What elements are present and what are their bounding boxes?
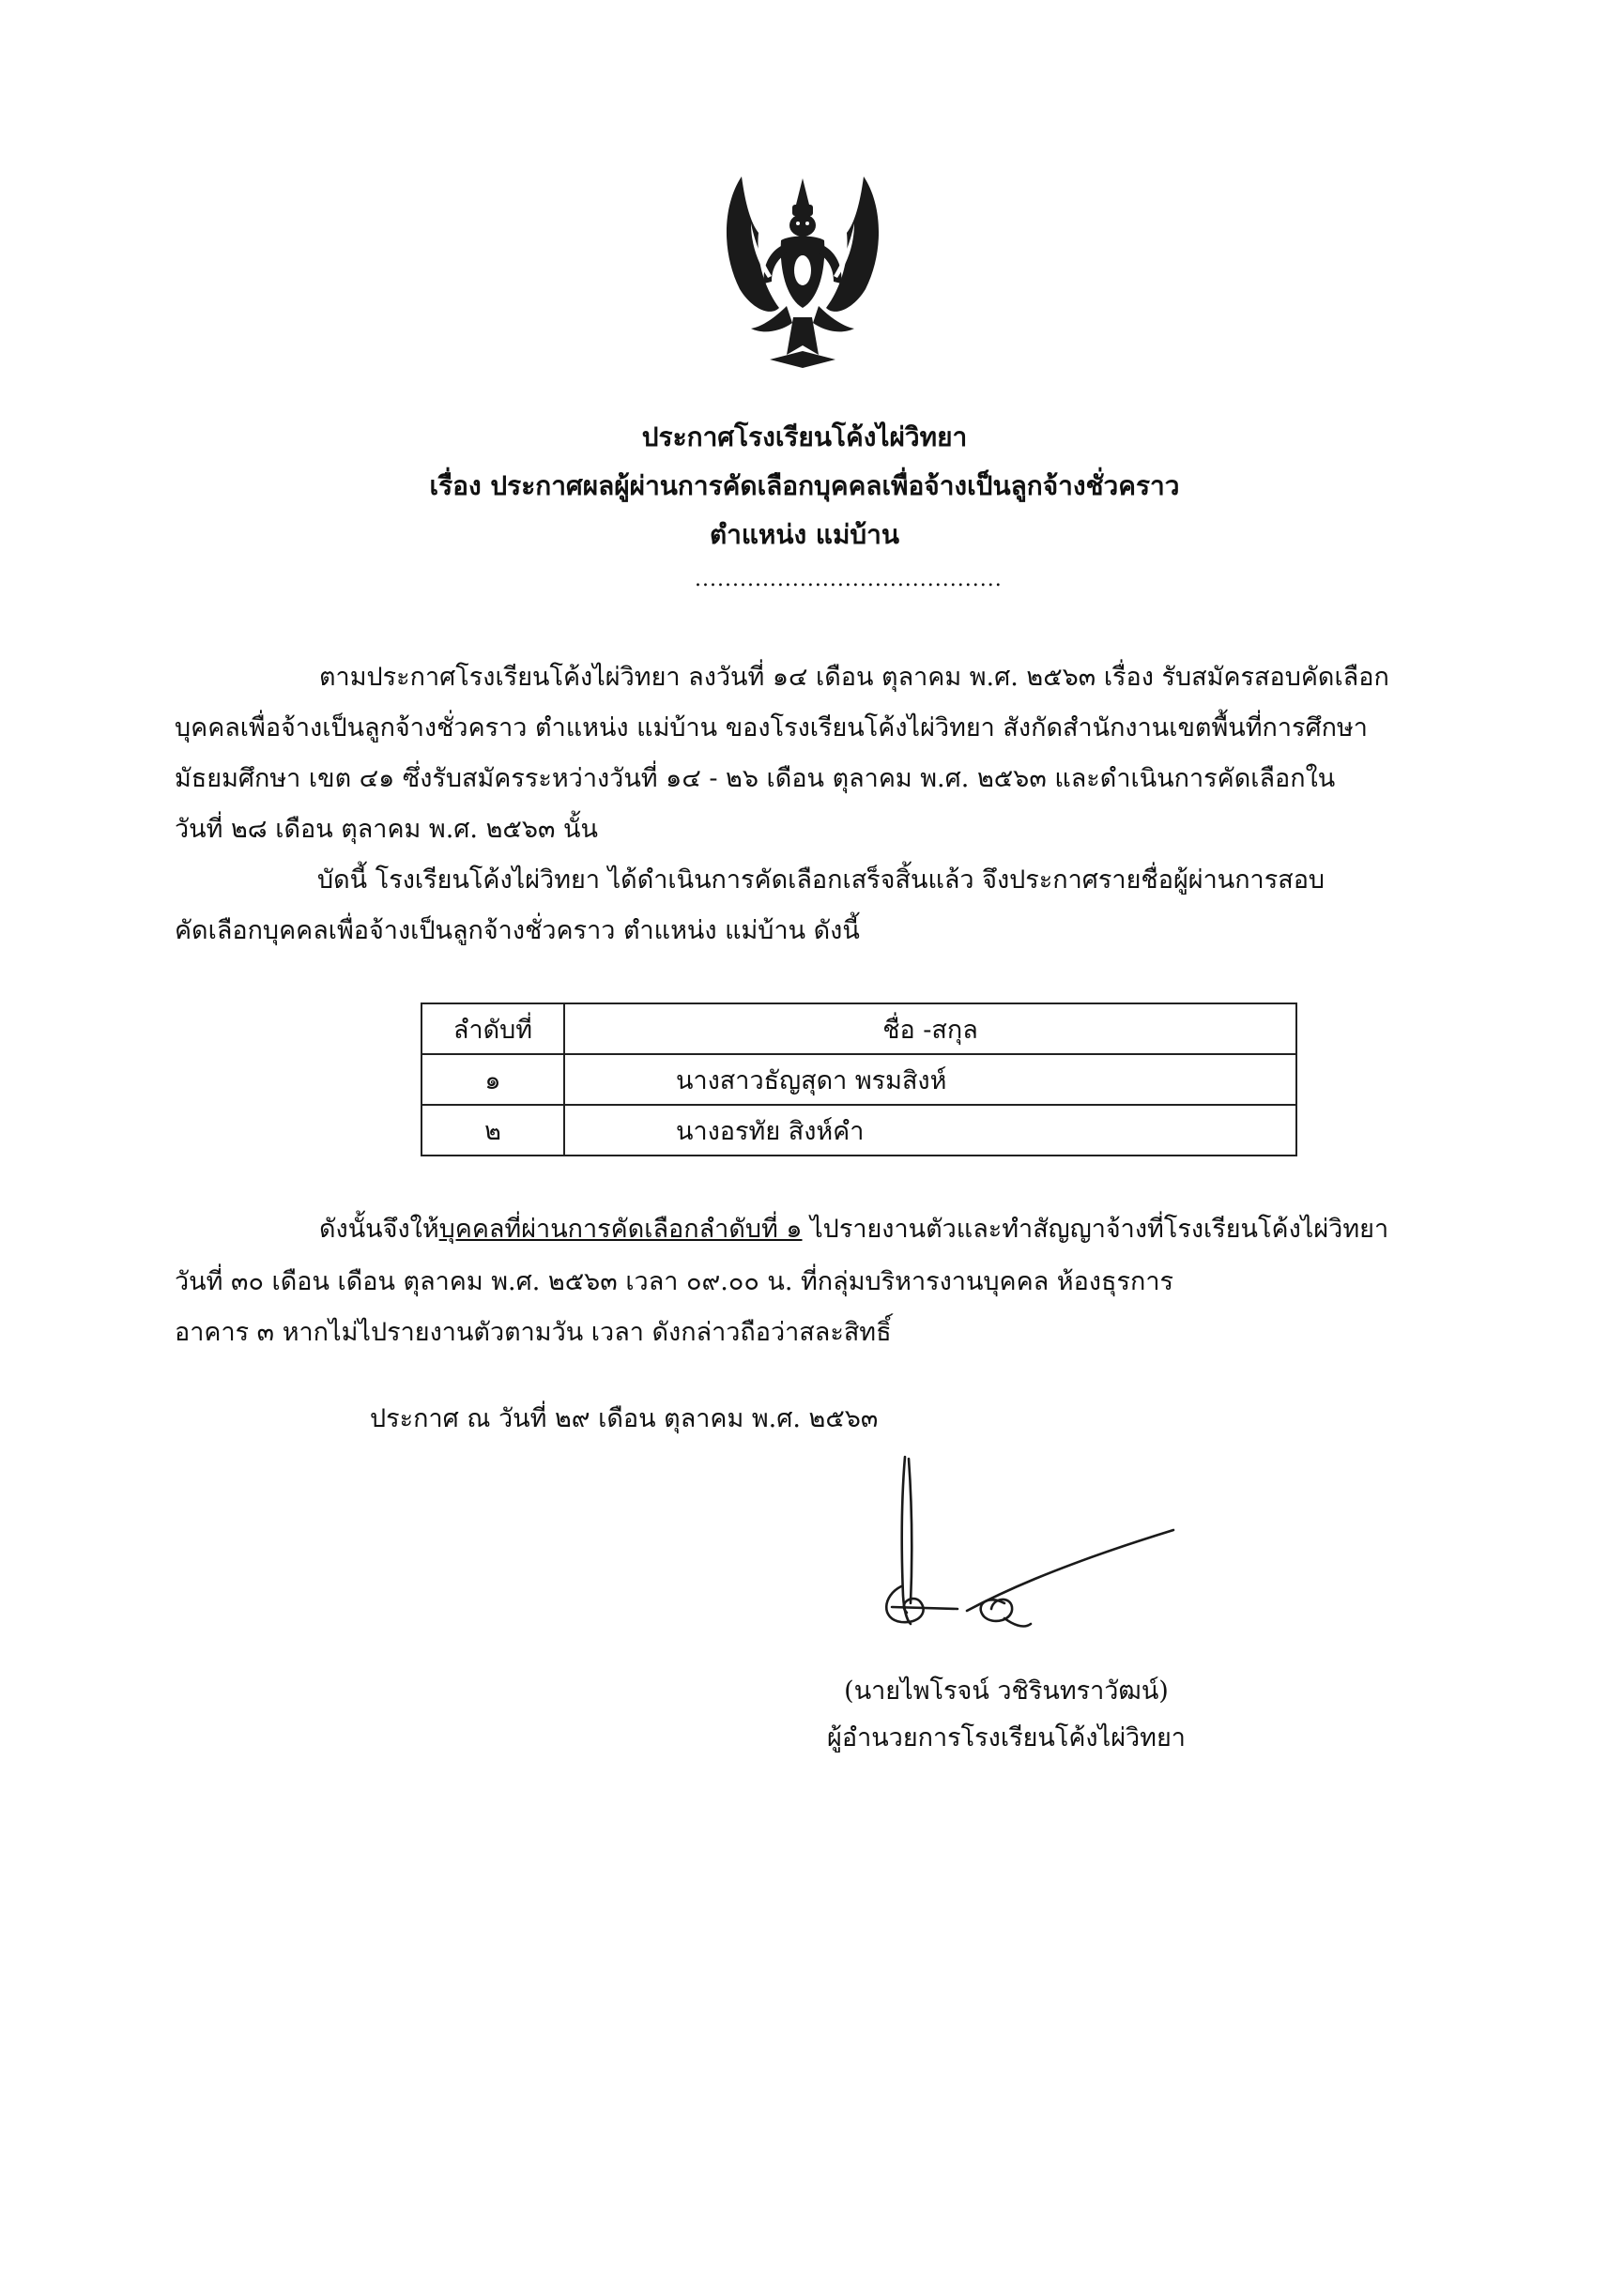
closing-line2: วันที่ ๓๐ เดือน เดือน ตุลาคม พ.ศ. ๒๕๖๓ เวลา ๐๙.๐๐ น. ที่กลุ่มบริหารงานบุคคล ห้องธุรการ xyxy=(175,1267,1173,1296)
table-row xyxy=(421,1054,1296,1105)
handwritten-signature xyxy=(864,1446,1183,1643)
table-row xyxy=(421,1105,1296,1156)
announcement-date: ประกาศ ณ วันที่ ๒๙ เดือน ตุลาคม พ.ศ. ๒๕๖๓ xyxy=(370,1404,879,1433)
passed-candidates-table xyxy=(421,1003,1297,1156)
row-order: ๑ xyxy=(421,1054,564,1105)
document-subject: เรื่อง ประกาศผลผู้ผ่านการคัดเลือกบุคคลเพื่อจ้างเป็นลูกจ้างชั่วคราว xyxy=(429,470,1180,501)
column-header-name: ชื่อ -สกุล xyxy=(564,1003,1296,1054)
closing-line1-underlined: บุคคลที่ผ่านการคัดเลือกลำดับที่ ๑ xyxy=(438,1215,803,1244)
paragraph1-line1: ตามประกาศโรงเรียนโค้งไผ่วิทยา ลงวันที่ ๑๔ เดือน ตุลาคม พ.ศ. ๒๕๖๓ เรื่อง รับสมัครสอบคัดเลือก xyxy=(319,663,1389,692)
row-name: นางสาวธัญสุดา พรมสิงห์ xyxy=(564,1054,1296,1105)
heading-separator: ......................................... xyxy=(695,568,1003,591)
paragraph1-line3: มัธยมศึกษา เขต ๔๑ ซึ่งรับสมัครระหว่างวันที่ ๑๔ - ๒๖ เดือน ตุลาคม พ.ศ. ๒๕๖๓ และดำเนินการคัดเลือกใน xyxy=(175,764,1336,793)
paragraph1-line4: วันที่ ๒๘ เดือน ตุลาคม พ.ศ. ๒๕๖๓ นั้น xyxy=(175,815,598,844)
document-title: ประกาศโรงเรียนโค้งไผ่วิทยา xyxy=(641,421,968,452)
signatory-title: ผู้อำนวยการโรงเรียนโค้งไผ่วิทยา xyxy=(827,1723,1186,1753)
document-position: ตำแหน่ง แม่บ้าน xyxy=(709,519,900,550)
closing-line1-start: ดังนั้นจึงให้ xyxy=(319,1215,439,1244)
row-order: ๒ xyxy=(421,1105,564,1156)
signatory-name: (นายไพโรจน์ วชิรินทราวัฒน์) xyxy=(844,1676,1169,1706)
closing-line1 xyxy=(319,1213,1388,1247)
row-name: นางอรทัย สิงห์คำ xyxy=(564,1105,1296,1156)
column-header-order: ลำดับที่ xyxy=(421,1003,564,1054)
closing-line1-end: ไปรายงานตัวและทำสัญญาจ้างที่โรงเรียนโค้งไผ่วิทยา xyxy=(802,1215,1389,1244)
table-header-row xyxy=(421,1003,1296,1054)
paragraph2-line2: คัดเลือกบุคคลเพื่อจ้างเป็นลูกจ้างชั่วคราว ตำแหน่ง แม่บ้าน ดังนี้ xyxy=(175,916,860,945)
closing-line3: อาคาร ๓ หากไม่ไปรายงานตัวตามวัน เวลา ดังกล่าวถือว่าสละสิทธิ์ xyxy=(175,1318,892,1347)
garuda-emblem-icon xyxy=(713,167,892,378)
paragraph2-line1: บัดนี้ โรงเรียนโค้งไผ่วิทยา ได้ดำเนินการคัดเลือกเสร็จสิ้นแล้ว จึงประกาศรายชื่อผู้ผ่านการสอบ xyxy=(317,865,1326,895)
paragraph1-line2: บุคคลเพื่อจ้างเป็นลูกจ้างชั่วคราว ตำแหน่ง แม่บ้าน ของโรงเรียนโค้งไผ่วิทยา สังกัดสำนักงานเขตพื้นที่การศึกษา xyxy=(175,713,1368,742)
